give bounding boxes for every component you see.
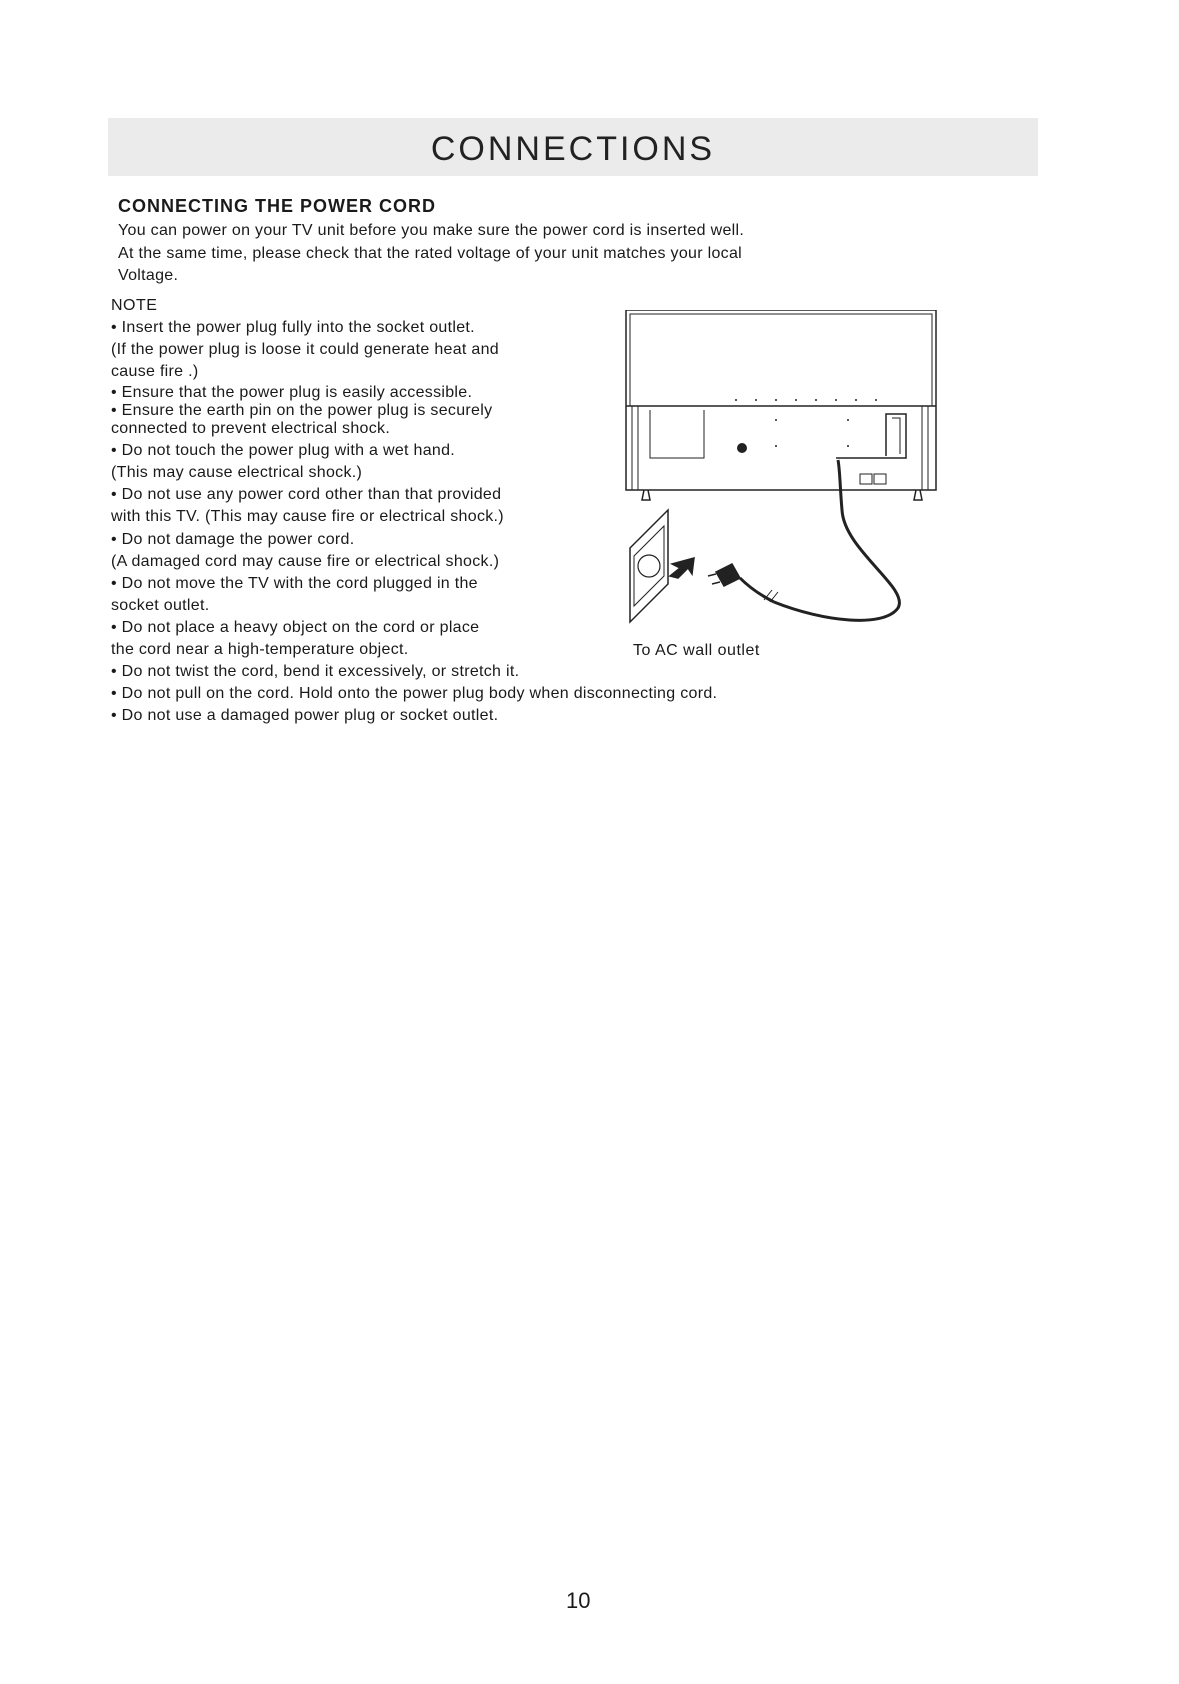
- port-box: [860, 474, 872, 484]
- note-line: with this TV. (This may cause fire or electrical shock.): [111, 508, 504, 525]
- note-line: • Do not twist the cord, bend it excessively, or stretch it.: [111, 663, 520, 680]
- note-label: NOTE: [111, 297, 158, 314]
- page-number: 10: [566, 1588, 591, 1613]
- note-line: cause fire .): [111, 363, 199, 380]
- intro-line: Voltage.: [118, 267, 179, 284]
- note-line: • Do not damage the power cord.: [111, 531, 355, 548]
- note-line: • Ensure the earth pin on the power plug is securely: [111, 402, 493, 419]
- port-box: [874, 474, 886, 484]
- note-line: the cord near a high-temperature object.: [111, 641, 409, 658]
- note-line: (This may cause electrical shock.): [111, 464, 363, 481]
- note-line: • Do not pull on the cord. Hold onto the power plug body when disconnecting cord.: [111, 685, 718, 702]
- insert-arrow-icon: [670, 558, 694, 578]
- note-line: • Insert the power plug fully into the socket outlet.: [111, 319, 475, 336]
- section-title: CONNECTING THE POWER CORD: [118, 196, 437, 216]
- intro-line: You can power on your TV unit before you make sure the power cord is inserted well.: [118, 222, 745, 239]
- header-band: [108, 118, 1038, 176]
- note-line: • Do not use any power cord other than that provided: [111, 486, 502, 503]
- note-line: • Ensure that the power plug is easily accessible.: [111, 384, 473, 401]
- diagram-caption: To AC wall outlet: [633, 642, 760, 659]
- note-line: • Do not place a heavy object on the cord or place: [111, 619, 480, 636]
- note-line: socket outlet.: [111, 597, 210, 614]
- power-input-bracket: [836, 414, 906, 458]
- note-line: (If the power plug is loose it could generate heat and: [111, 341, 499, 358]
- socket-face: [638, 555, 660, 577]
- tv-back-frame: [626, 310, 936, 490]
- page-title: CONNECTIONS: [430, 130, 716, 168]
- wall-socket-plate: [630, 510, 668, 622]
- tv-power-connection-diagram: [624, 310, 960, 630]
- note-line: (A damaged cord may cause fire or electrical shock.): [111, 553, 500, 570]
- note-line: • Do not use a damaged power plug or socket outlet.: [111, 707, 499, 724]
- note-line: connected to prevent electrical shock.: [111, 420, 391, 437]
- note-line: • Do not move the TV with the cord plugged in the: [111, 575, 478, 592]
- note-line: • Do not touch the power plug with a wet hand.: [111, 442, 456, 459]
- intro-line: At the same time, please check that the rated voltage of your unit matches your local: [118, 244, 743, 262]
- intro-paragraph: [118, 220, 818, 288]
